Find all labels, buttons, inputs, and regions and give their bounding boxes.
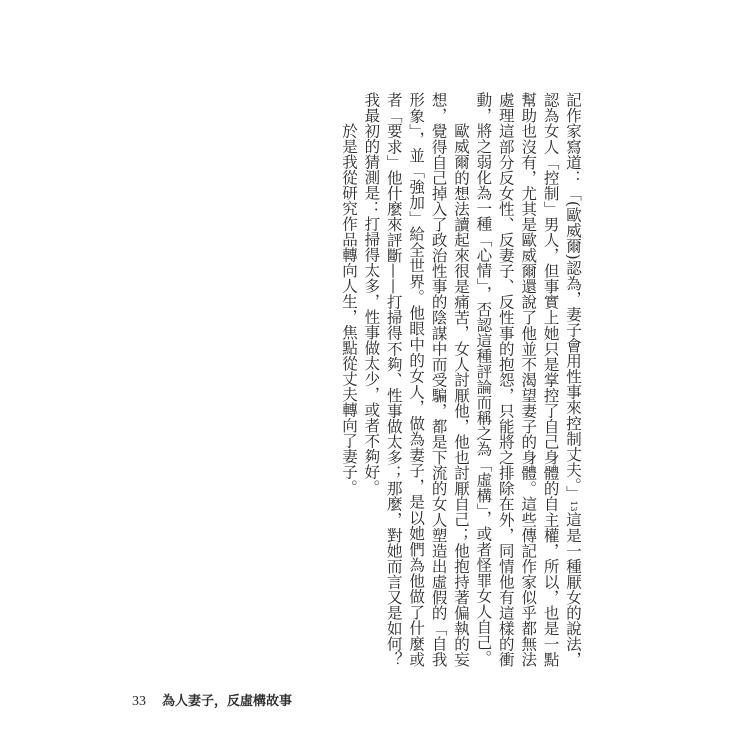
paragraph-1 — [472, 92, 584, 667]
page-number: 33 — [132, 694, 146, 709]
page-footer — [132, 690, 292, 710]
paragraph-1-text-end: 這是一種厭女的說法，認為女人「控制」男人，但事實上她只是掌控了自己身體的自主權，所以，也是一點幫助也沒有，尤其是歐威爾還說了他並不渴望妻子的身體。這些傳記作家似乎都無法處理這部分反女性、反妻子、反性事的抱怨，只能將之排除在外，同情他有這樣的衝動，將之弱化為一種「心情」，否認這種評論而稱之為「虛構」，或者怪罪女人自己。 — [474, 92, 582, 667]
running-title: 為人妻子，反虛構故事 — [162, 694, 293, 709]
paragraph-1-text-start: 記作家寫道：「(歐威爾)認為，妻子會用性事來控制丈夫。」 — [564, 92, 582, 501]
footnote-marker: 13 — [568, 500, 578, 512]
body-text — [338, 92, 584, 667]
paragraph-3: 於是我從研究作品轉向人生，焦點從丈夫轉向了妻子。 — [339, 123, 358, 495]
paragraph-2: 歐威爾的想法讀起來很是痛苦，女人討厭他，他也討厭自己；他抱持著偏執的妄想，覺得自己掉入了政治性事的陰謀中而受騙，都是下流的女人塑造出虛假的「自我形象」，並「強加」給全世界。他眼中的女人，做為妻子，是以她們為他做了什麼或者「要求」他什麼來評斷——打掃得不夠、性事做太多；那麼，對她而言又是如何？我最初的猜測是：打掃得太多，性事做太少，或者不夠好。 — [362, 92, 470, 667]
